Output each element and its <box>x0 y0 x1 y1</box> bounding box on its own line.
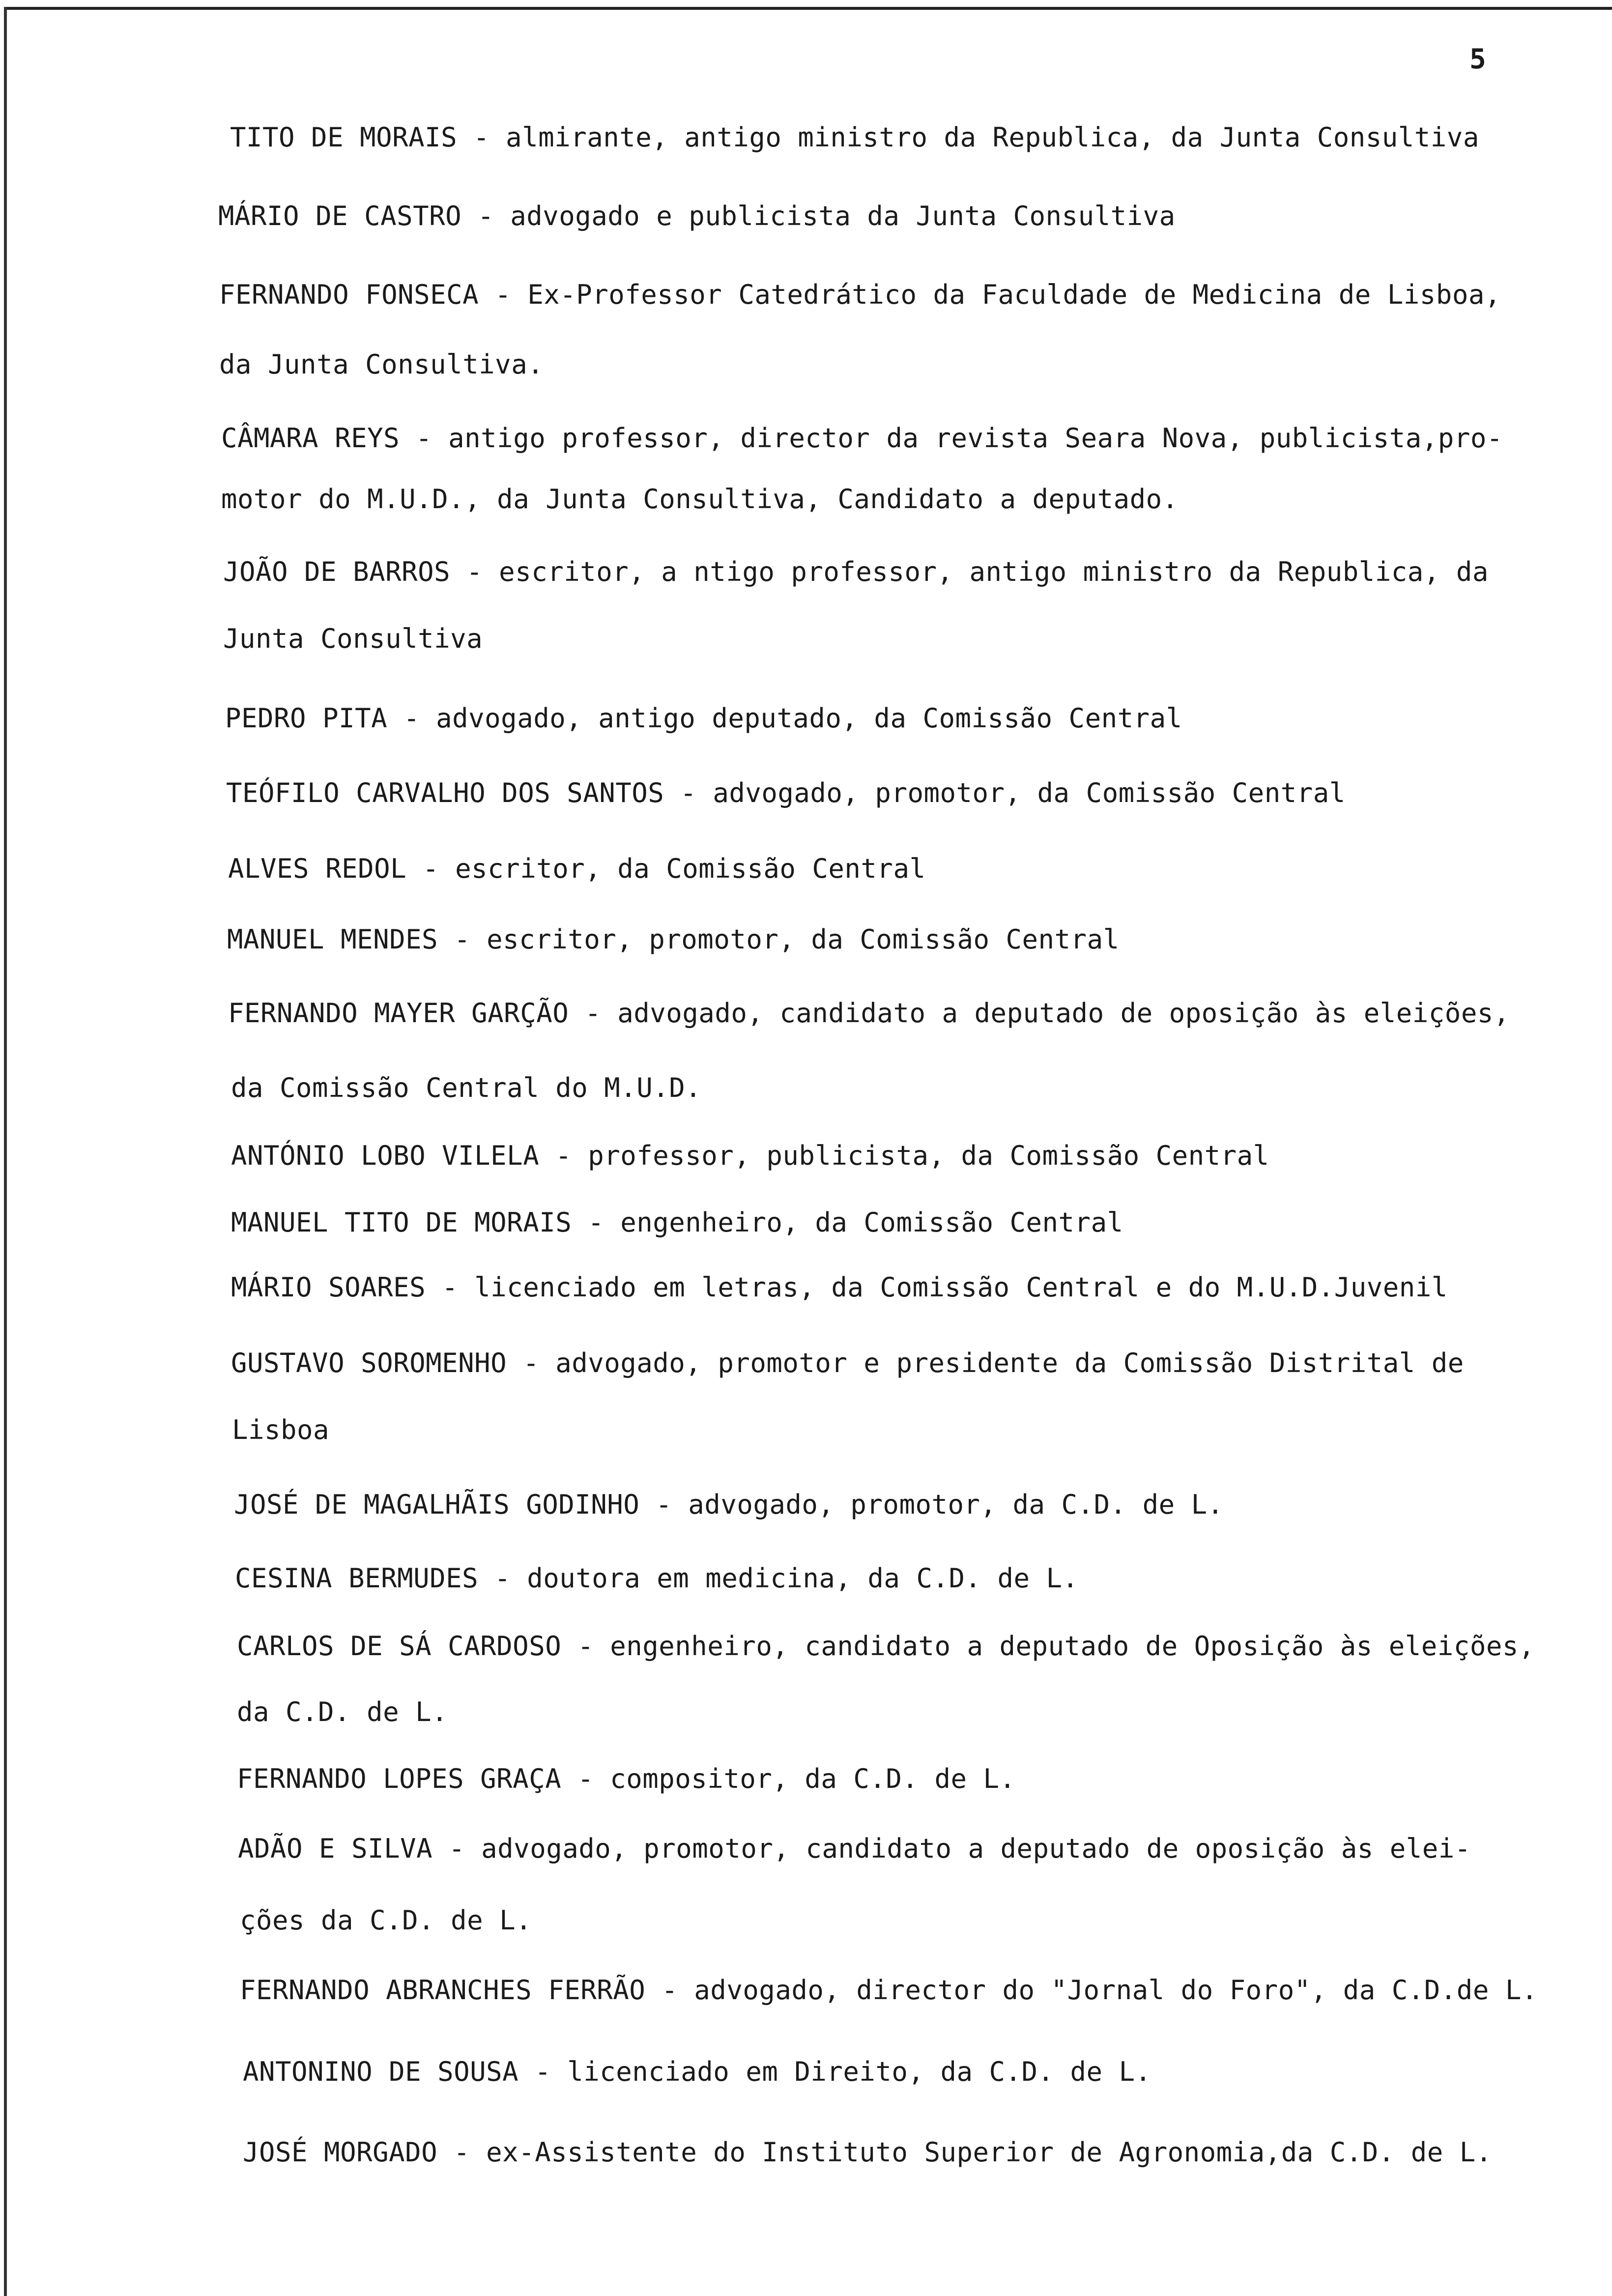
text-line-11: ALVES REDOL - escritor, da Comissão Central <box>228 853 926 884</box>
text-line-3: FERNANDO FONSECA - Ex-Professor Catedrático da Faculdade de Medicina de Lisboa, <box>219 279 1501 310</box>
text-line-4: da Junta Consultiva. <box>219 349 544 380</box>
text-line-29: JOSÉ MORGADO - ex-Assistente do Instituto Superior de Agronomia,da C.D. de L. <box>243 2137 1492 2168</box>
text-line-18: GUSTAVO SOROMENHO - advogado, promotor e presidente da Comissão Distrital de <box>231 1348 1464 1378</box>
text-line-15: ANTÓNIO LOBO VILELA - professor, publicista, da Comissão Central <box>231 1140 1269 1171</box>
text-line-10: TEÓFILO CARVALHO DOS SANTOS - advogado, promotor, da Comissão Central <box>226 777 1346 808</box>
text-line-9: PEDRO PITA - advogado, antigo deputado, da Comissão Central <box>225 703 1182 734</box>
text-line-14: da Comissão Central do M.U.D. <box>231 1072 702 1103</box>
text-line-16: MANUEL TITO DE MORAIS - engenheiro, da Comissão Central <box>231 1207 1123 1238</box>
page-border-top <box>4 7 1612 10</box>
text-line-8: Junta Consultiva <box>223 623 483 654</box>
text-line-24: FERNANDO LOPES GRAÇA - compositor, da C.D. de L. <box>237 1763 1016 1794</box>
text-line-25: ADÃO E SILVA - advogado, promotor, candidato a deputado de oposição às elei- <box>238 1833 1471 1864</box>
text-line-2: MÁRIO DE CASTRO - advogado e publicista da Junta Consultiva <box>218 201 1176 231</box>
text-line-22: CARLOS DE SÁ CARDOSO - engenheiro, candidato a deputado de Oposição às eleições, <box>237 1631 1535 1662</box>
text-line-12: MANUEL MENDES - escritor, promotor, da Comissão Central <box>227 924 1120 955</box>
text-line-13: FERNANDO MAYER GARÇÃO - advogado, candidato a deputado de oposição às eleições, <box>228 998 1510 1029</box>
text-line-21: CESINA BERMUDES - doutora em medicina, da C.D. de L. <box>235 1563 1079 1594</box>
text-line-27: FERNANDO ABRANCHES FERRÃO - advogado, director do "Jornal do Foro", da C.D.de L. <box>240 1975 1538 2006</box>
text-line-19: Lisboa <box>232 1414 330 1445</box>
text-line-7: JOÃO DE BARROS - escritor, a ntigo professor, antigo ministro da Republica, da <box>223 556 1489 587</box>
page-border-left <box>4 7 7 2296</box>
text-line-23: da C.D. de L. <box>237 1696 448 1727</box>
text-line-28: ANTONINO DE SOUSA - licenciado em Direito, da C.D. de L. <box>243 2056 1151 2087</box>
text-line-20: JOSÉ DE MAGALHÃIS GODINHO - advogado, promotor, da C.D. de L. <box>234 1489 1224 1520</box>
text-line-1: TITO DE MORAIS - almirante, antigo ministro da Republica, da Junta Consultiva <box>230 122 1479 153</box>
text-line-17: MÁRIO SOARES - licenciado em letras, da Comissão Central e do M.U.D.Juvenil <box>231 1272 1448 1303</box>
page-number: 5 <box>1469 43 1486 75</box>
text-line-5: CÂMARA REYS - antigo professor, director da revista Seara Nova, publicista,pro- <box>221 423 1503 454</box>
text-line-26: ções da C.D. de L. <box>240 1905 532 1936</box>
text-line-6: motor do M.U.D., da Junta Consultiva, Candidato a deputado. <box>221 484 1179 515</box>
